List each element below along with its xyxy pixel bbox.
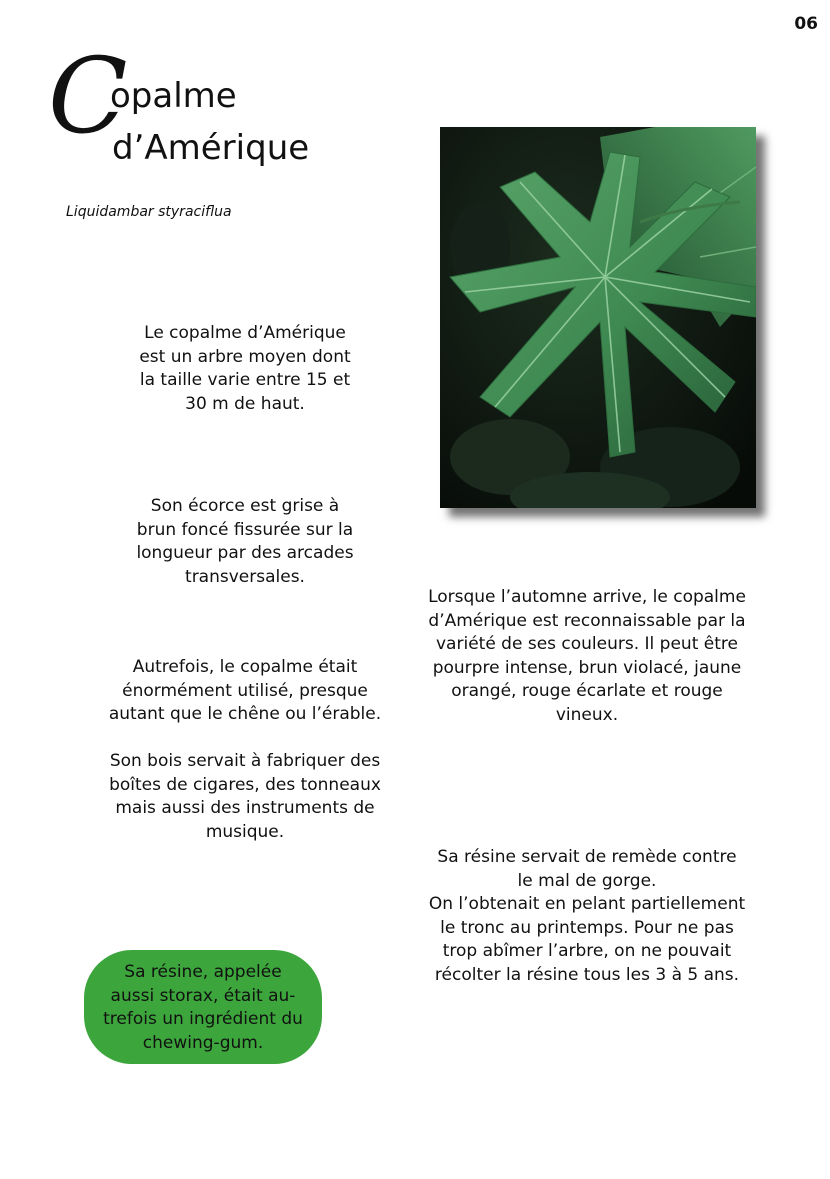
latin-name: Liquidambar styraciflua [66, 204, 232, 220]
paragraph-autumn [410, 586, 764, 727]
text-line: le mal de gorge. [517, 870, 657, 891]
text-line: trop abîmer l’arbre, on ne pouvait [442, 941, 732, 961]
text-line: 30 m de haut. [185, 393, 305, 414]
text-line: chewing-gum. [142, 1032, 264, 1053]
leaf-photo [440, 127, 756, 508]
text-line: autant que le chêne ou l’érable. [108, 704, 382, 724]
text-line: pourpre intense, brun violacé, jaune [432, 657, 742, 678]
text-line: Lorsque l’automne arrive, le copalme [428, 587, 746, 607]
text-line: longueur par des arcades [136, 543, 354, 563]
text-line: Sa résine servait de remède contre [437, 847, 737, 867]
text-line: Son écorce est grise à [150, 496, 340, 516]
title-line-2: d’Amérique [112, 128, 310, 168]
text-line: le tronc au printemps. Pour ne pas [440, 917, 734, 938]
text-line: Sa résine, appelée [124, 962, 282, 982]
paragraph-size [100, 322, 390, 416]
leaf-image [440, 127, 756, 508]
text-line: d’Amérique est reconnaissable par la [428, 610, 746, 631]
paragraph-wood [80, 750, 410, 844]
text-line: musique. [205, 821, 285, 842]
text-line: On l’obtenait en pelant partiellement [428, 894, 746, 914]
text-line: boîtes de cigares, des tonneaux [109, 774, 381, 795]
fact-bubble [84, 950, 322, 1064]
text-line: la taille varie entre 15 et [139, 370, 351, 390]
page-title [48, 35, 408, 174]
paragraph-usage [80, 656, 410, 727]
text-line: Le copalme d’Amérique [144, 323, 346, 343]
text-line: orangé, rouge écarlate et rouge [451, 681, 723, 701]
text-line: récolter la résine tous les 3 à 5 ans. [434, 964, 740, 985]
text-line: est un arbre moyen dont [139, 346, 351, 367]
text-line: brun foncé fissurée sur la [136, 519, 354, 540]
text-line: énormément utilisé, presque [122, 680, 368, 701]
paragraph-bark [100, 495, 390, 589]
text-line: Son bois servait à fabriquer des [109, 751, 381, 771]
title-line-1: opalme [110, 76, 237, 116]
paragraph-resin [410, 846, 764, 987]
text-line: trefois un ingrédient du [103, 1009, 303, 1029]
title-initial: C [48, 35, 124, 157]
text-line: mais aussi des instruments de [115, 798, 375, 818]
page-number: 06 [794, 14, 818, 34]
text-line: variété de ses couleurs. Il peut être [436, 634, 738, 654]
text-line: vineux. [555, 704, 619, 725]
text-line: Autrefois, le copalme était [132, 657, 358, 677]
text-line: transversales. [185, 566, 305, 587]
text-line: aussi storax, était au- [110, 985, 296, 1006]
